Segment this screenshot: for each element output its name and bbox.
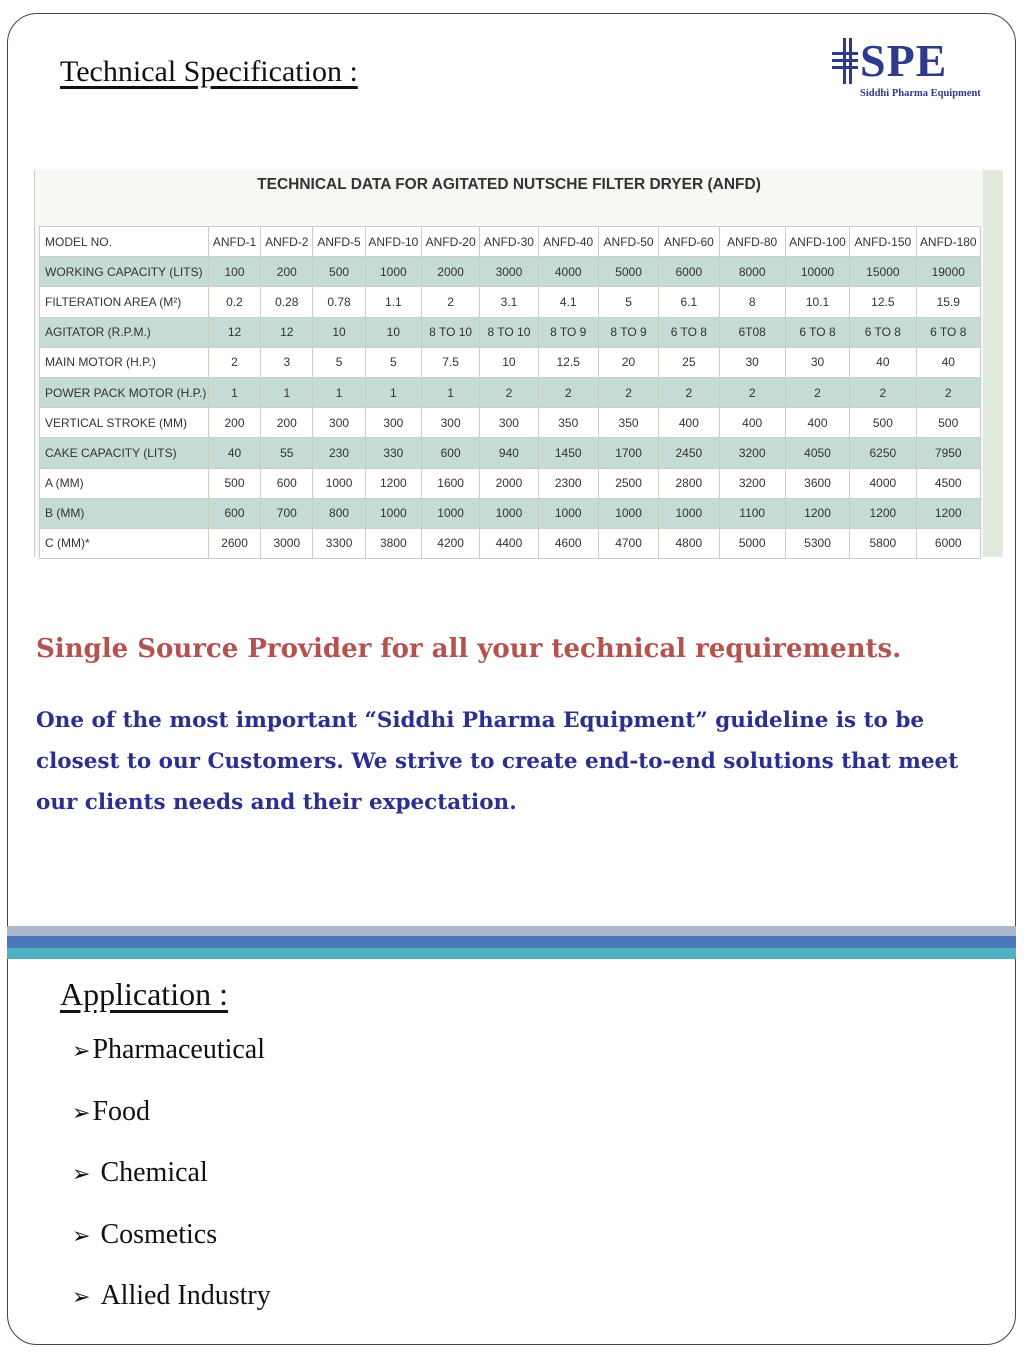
table-cell: 8 TO 10	[480, 317, 538, 347]
table-cell: 2600	[208, 528, 260, 558]
page-title: Technical Specification :	[60, 55, 358, 88]
table-cell: 2300	[538, 468, 598, 498]
table-cell: 2	[785, 377, 849, 407]
table-cell: 4.1	[538, 287, 598, 317]
list-item-label: Allied Industry	[100, 1280, 271, 1311]
tagline: Single Source Provider for all your technical requirements.	[36, 634, 902, 664]
table-cell: 4600	[538, 528, 598, 558]
divider-band	[7, 948, 1016, 959]
table-cell: 1000	[313, 468, 365, 498]
table-cell: 4500	[916, 468, 980, 498]
table-cell: 4050	[785, 438, 849, 468]
table-cell: 3.1	[480, 287, 538, 317]
table-cell: 1000	[365, 498, 421, 528]
table-cell: 6000	[659, 257, 719, 287]
table-cell: 8	[719, 287, 785, 317]
table-cell: 1200	[365, 468, 421, 498]
table-cell: 0.78	[313, 287, 365, 317]
intro-paragraph: One of the most important “Siddhi Pharma Equipment” guideline is to be closest to our Customers. We strive to create end-to-end solutions that meet our clients needs and their expectation.	[36, 708, 959, 815]
list-item-label: Cosmetics	[100, 1218, 218, 1250]
table-row	[40, 498, 981, 528]
table-cell: 3800	[365, 528, 421, 558]
table-cell: 5	[598, 287, 658, 317]
table-cell: 5000	[719, 528, 785, 558]
table-cell: 800	[313, 498, 365, 528]
table-cell: 1600	[421, 468, 479, 498]
column-header: ANFD-50	[598, 227, 658, 257]
list-item-label: Pharmaceutical	[92, 1034, 266, 1065]
table-cell: 1450	[538, 438, 598, 468]
spec-table-title: TECHNICAL DATA FOR AGITATED NUTSCHE FILTER DRYER (ANFD)	[257, 176, 761, 193]
table-cell: 19000	[916, 257, 980, 287]
table-cell: 4000	[850, 468, 916, 498]
table-cell: 55	[261, 438, 313, 468]
divider-band	[7, 936, 1016, 948]
logo-text: SPE	[860, 35, 948, 86]
company-logo	[832, 36, 992, 102]
table-row	[40, 468, 981, 498]
column-header: ANFD-40	[538, 227, 598, 257]
table-cell: 3000	[480, 257, 538, 287]
table-cell: 2000	[421, 257, 479, 287]
row-label: CAKE CAPACITY (LITS)	[40, 438, 209, 468]
table-cell: 300	[313, 408, 365, 438]
table-cell: 2	[850, 377, 916, 407]
table-cell: 2500	[598, 468, 658, 498]
table-cell: 1000	[480, 498, 538, 528]
row-label: MAIN MOTOR (H.P.)	[40, 347, 209, 377]
table-cell: 0.2	[208, 287, 260, 317]
table-cell: 200	[261, 257, 313, 287]
table-cell: 400	[785, 408, 849, 438]
table-cell: 230	[313, 438, 365, 468]
table-cell: 2450	[659, 438, 719, 468]
column-header: ANFD-2	[261, 227, 313, 257]
table-cell: 2	[719, 377, 785, 407]
table-cell: 1000	[421, 498, 479, 528]
table-cell: 6250	[850, 438, 916, 468]
column-header: ANFD-100	[785, 227, 849, 257]
table-cell: 600	[261, 468, 313, 498]
arrow-bullet-icon: ➢	[72, 1284, 91, 1309]
logo-mark-icon	[832, 36, 860, 86]
table-cell: 7950	[916, 438, 980, 468]
table-cell: 4400	[480, 528, 538, 558]
table-cell: 40	[916, 347, 980, 377]
table-cell: 500	[850, 408, 916, 438]
table-cell: 1	[421, 377, 479, 407]
table-row	[40, 528, 981, 558]
table-cell: 12.5	[850, 287, 916, 317]
table-cell: 3	[261, 347, 313, 377]
application-list	[72, 1034, 271, 1342]
table-cell: 1	[208, 377, 260, 407]
table-row	[40, 408, 981, 438]
table-cell: 1000	[538, 498, 598, 528]
table-cell: 10	[480, 347, 538, 377]
table-cell: 2	[208, 347, 260, 377]
table-cell: 350	[538, 408, 598, 438]
table-cell: 3300	[313, 528, 365, 558]
list-item	[72, 1034, 271, 1096]
table-cell: 6.1	[659, 287, 719, 317]
row-label: WORKING CAPACITY (LITS)	[40, 257, 209, 287]
list-item-label: Food	[92, 1095, 151, 1127]
table-cell: 40	[208, 438, 260, 468]
table-cell: 3200	[719, 468, 785, 498]
row-label: B (MM)	[40, 498, 209, 528]
table-cell: 30	[785, 347, 849, 377]
row-label: AGITATOR (R.P.M.)	[40, 317, 209, 347]
list-item	[72, 1157, 271, 1219]
column-header: ANFD-150	[850, 227, 916, 257]
table-cell: 20	[598, 347, 658, 377]
table-cell: 30	[719, 347, 785, 377]
table-cell: 6 TO 8	[659, 317, 719, 347]
table-cell: 6 TO 8	[785, 317, 849, 347]
logo-subtitle: Siddhi Pharma Equipment	[860, 88, 981, 99]
column-header: ANFD-1	[208, 227, 260, 257]
table-cell: 600	[208, 498, 260, 528]
table-cell: 4700	[598, 528, 658, 558]
table-cell: 6000	[916, 528, 980, 558]
table-cell: 5300	[785, 528, 849, 558]
table-row	[40, 377, 981, 407]
table-cell: 3200	[719, 438, 785, 468]
table-cell: 1000	[659, 498, 719, 528]
column-header: ANFD-180	[916, 227, 980, 257]
table-cell: 10	[365, 317, 421, 347]
row-label: FILTERATION AREA (M²)	[40, 287, 209, 317]
table-cell: 12	[261, 317, 313, 347]
arrow-bullet-icon: ➢	[72, 1161, 91, 1186]
column-header: ANFD-80	[719, 227, 785, 257]
table-cell: 15.9	[916, 287, 980, 317]
table-cell: 350	[598, 408, 658, 438]
table-cell: 200	[261, 408, 313, 438]
table-cell: 700	[261, 498, 313, 528]
table-cell: 1	[261, 377, 313, 407]
table-cell: 2000	[480, 468, 538, 498]
table-cell: 1200	[916, 498, 980, 528]
spec-header-row	[40, 227, 981, 257]
table-cell: 3600	[785, 468, 849, 498]
column-header: MODEL NO.	[40, 227, 209, 257]
table-cell: 300	[480, 408, 538, 438]
table-cell: 500	[313, 257, 365, 287]
table-cell: 4800	[659, 528, 719, 558]
table-cell: 940	[480, 438, 538, 468]
table-cell: 1200	[850, 498, 916, 528]
table-cell: 1	[365, 377, 421, 407]
table-cell: 3000	[261, 528, 313, 558]
table-cell: 5800	[850, 528, 916, 558]
list-item	[72, 1219, 271, 1281]
table-cell: 1700	[598, 438, 658, 468]
table-cell: 12.5	[538, 347, 598, 377]
column-header: ANFD-5	[313, 227, 365, 257]
arrow-bullet-icon: ➢	[72, 1222, 91, 1248]
table-cell: 8 TO 9	[538, 317, 598, 347]
table-cell: 300	[365, 408, 421, 438]
table-cell: 300	[421, 408, 479, 438]
table-cell: 5000	[598, 257, 658, 287]
table-cell: 1000	[598, 498, 658, 528]
row-label: VERTICAL STROKE (MM)	[40, 408, 209, 438]
table-cell: 1200	[785, 498, 849, 528]
table-cell: 500	[916, 408, 980, 438]
table-cell: 100	[208, 257, 260, 287]
table-cell: 8 TO 9	[598, 317, 658, 347]
table-cell: 10000	[785, 257, 849, 287]
table-row	[40, 438, 981, 468]
table-cell: 6T08	[719, 317, 785, 347]
table-cell: 2	[659, 377, 719, 407]
table-cell: 5	[313, 347, 365, 377]
list-item-label: Chemical	[100, 1157, 208, 1188]
table-cell: 40	[850, 347, 916, 377]
table-cell: 10.1	[785, 287, 849, 317]
table-row	[40, 257, 981, 287]
table-cell: 10	[313, 317, 365, 347]
table-cell: 400	[719, 408, 785, 438]
table-cell: 2	[480, 377, 538, 407]
list-item	[72, 1280, 271, 1342]
table-cell: 5	[365, 347, 421, 377]
table-cell: 1000	[365, 257, 421, 287]
table-cell: 6 TO 8	[916, 317, 980, 347]
list-item	[72, 1096, 271, 1158]
table-cell: 2	[538, 377, 598, 407]
table-cell: 1	[313, 377, 365, 407]
table-edge-strip	[983, 170, 1003, 557]
table-cell: 12	[208, 317, 260, 347]
spec-table-body	[40, 257, 981, 559]
application-heading: Application :	[60, 976, 228, 1012]
spec-table-image	[34, 170, 1003, 557]
table-cell: 2	[421, 287, 479, 317]
table-cell: 2800	[659, 468, 719, 498]
table-cell: 6 TO 8	[850, 317, 916, 347]
table-cell: 25	[659, 347, 719, 377]
table-cell: 8 TO 10	[421, 317, 479, 347]
table-cell: 7.5	[421, 347, 479, 377]
column-header: ANFD-10	[365, 227, 421, 257]
table-cell: 8000	[719, 257, 785, 287]
table-row	[40, 287, 981, 317]
table-row	[40, 317, 981, 347]
table-cell: 2	[916, 377, 980, 407]
arrow-bullet-icon: ➢	[72, 1099, 91, 1125]
table-cell: 1100	[719, 498, 785, 528]
arrow-bullet-icon: ➢	[72, 1038, 91, 1063]
table-cell: 4200	[421, 528, 479, 558]
table-cell: 15000	[850, 257, 916, 287]
row-label: A (MM)	[40, 468, 209, 498]
table-cell: 4000	[538, 257, 598, 287]
table-cell: 2	[598, 377, 658, 407]
table-cell: 0.28	[261, 287, 313, 317]
table-cell: 330	[365, 438, 421, 468]
table-cell: 500	[208, 468, 260, 498]
spec-table	[39, 226, 981, 559]
table-cell: 1.1	[365, 287, 421, 317]
row-label: C (MM)*	[40, 528, 209, 558]
column-header: ANFD-20	[421, 227, 479, 257]
table-cell: 200	[208, 408, 260, 438]
divider-band	[7, 926, 1016, 936]
column-header: ANFD-60	[659, 227, 719, 257]
row-label: POWER PACK MOTOR (H.P.)	[40, 377, 209, 407]
table-cell: 400	[659, 408, 719, 438]
table-cell: 600	[421, 438, 479, 468]
table-row	[40, 347, 981, 377]
column-header: ANFD-30	[480, 227, 538, 257]
